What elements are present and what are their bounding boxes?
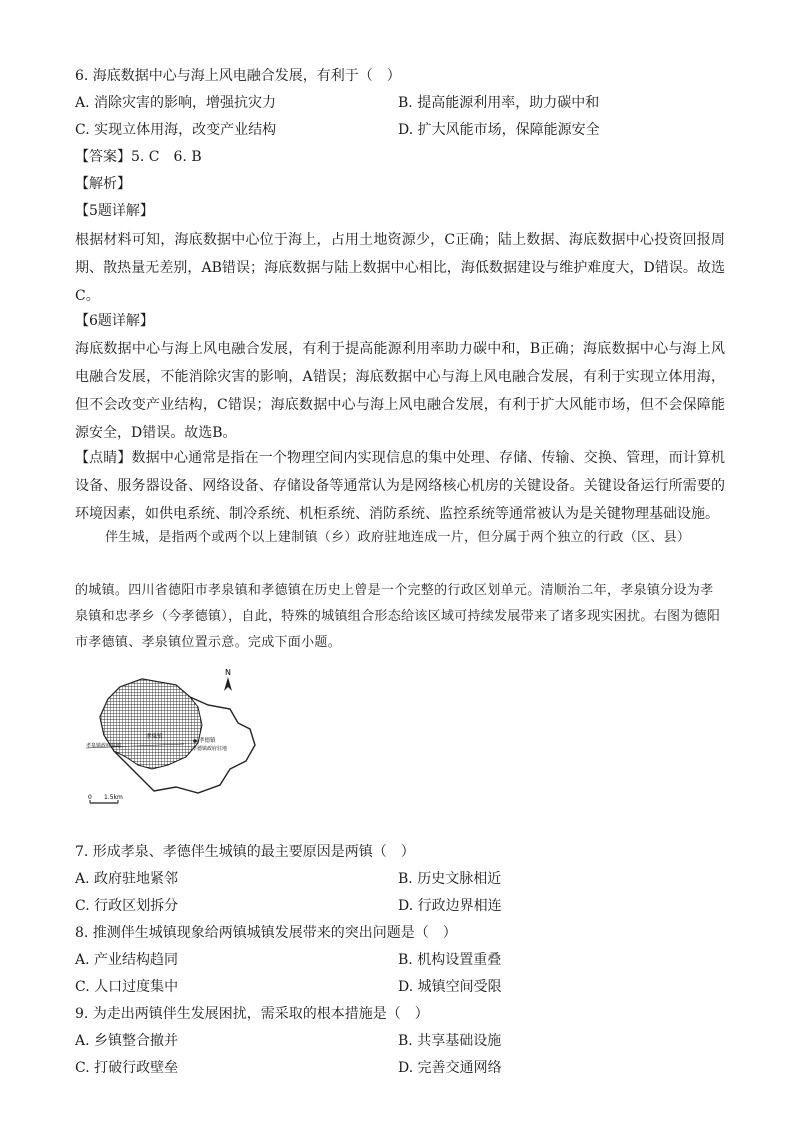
q7-stem: 7. 形成孝泉、孝德伴生城镇的最主要原因是两镇（ ） — [75, 844, 415, 860]
q8-option-c: C. 人口过度集中 — [75, 979, 179, 995]
town-location-map — [80, 665, 280, 815]
q9-option-c: C. 打破行政壁垒 — [75, 1060, 179, 1076]
q8-option-b: B. 机构设置重叠 — [398, 952, 502, 968]
q9-stem: 9. 为走出两镇伴生发展困扰，需采取的根本措施是（ ） — [75, 1006, 429, 1022]
q7-option-b: B. 历史文脉相近 — [398, 871, 502, 887]
material-line1: 伴生城，是指两个或两个以上建制镇（乡）政府驻地连成一片，但分属于两个独立的行政（区、县） — [105, 530, 691, 545]
seat-marker-icon — [193, 739, 197, 743]
q8-option-d: D. 城镇空间受限 — [398, 979, 502, 995]
q8-option-a: A. 产业结构趋同 — [75, 952, 179, 968]
q6-option-a: A. 消除灾害的影响，增强抗灾力 — [75, 95, 277, 111]
xiaoquan-town-region — [100, 679, 202, 769]
answer-text: 5. C 6. B — [131, 149, 202, 165]
q6-option-d: D. 扩大风能市场，保障能源安全 — [398, 122, 600, 138]
q6-option-c: C. 实现立体用海，改变产业结构 — [75, 122, 277, 138]
q5-detail-text: 根据材料可知，海底数据中心位于海上，占用土地资源少，C正确；陆上数据、海底数据中心投资回报周期、散热量无差别，AB错误；海底数据与陆上数据中心相比，海低数据建设与维护难度大，D错误。故选C。 — [75, 232, 725, 304]
scale-length: 1.5km — [104, 794, 123, 801]
scale-zero: 0 — [88, 794, 92, 801]
north-arrow-icon — [224, 677, 232, 691]
north-label: N — [225, 668, 231, 677]
q8-stem: 8. 推测伴生城镇现象给两镇城镇发展带来的突出问题是（ ） — [75, 925, 457, 941]
map-label-xiaode-seat: 孝德镇政府驻地 — [192, 746, 228, 752]
q6-detail-tag: 【6题详解】 — [75, 313, 154, 329]
q9-option-b: B. 共享基础设施 — [398, 1033, 502, 1049]
map-label-xiaoquan: 孝泉镇 — [146, 734, 163, 740]
comment-paragraph — [75, 444, 725, 528]
answer-tag: 【答案】 — [75, 149, 131, 165]
q7-option-c: C. 行政区划拆分 — [75, 898, 179, 914]
comment-text: 数据中心通常是指在一个物理空间内实现信息的集中处理、存储、传输、交换、管理，而计算机设备、服务器设备、网络设备、存储设备等通常认为是网络核心机房的关键设备。关键设备运行所需要的环境因素，如供电系统、制冷系统、机柜系统、消防系统、监控系统等通常被认为是关键物理基础设施。 — [75, 450, 726, 522]
answer-line — [75, 147, 202, 167]
q6-option-b: B. 提高能源利用率，助力碳中和 — [398, 95, 600, 111]
q6-detail-text: 海底数据中心与海上风电融合发展，有利于提高能源利用率助力碳中和，B正确；海底数据中心与海上风电融合发展，不能消除灾害的影响，A错误；海底数据中心与海上风电融合发展，有利于实现立体用海，但不会改变产业结构，C错误；海底数据中心与海上风电融合发展，有利于扩大风能市场，但不会保障能源安全，D错误。故选B。 — [75, 341, 725, 441]
q7-option-a: A. 政府驻地紧邻 — [75, 871, 179, 887]
map-label-xiaoquan-seat: 孝泉镇政府驻地 — [86, 743, 122, 749]
comment-tag: 【点睛】 — [75, 450, 132, 466]
q5-detail-tag: 【5题详解】 — [75, 203, 154, 219]
material-text: 的城镇。四川省德阳市孝泉镇和孝德镇在历史上曾是一个完整的行政区划单元。清顺治二年，孝泉镇分设为孝泉镇和忠孝乡（今孝德镇），自此，特殊的城镇组合形态给该区域可持续发展带来了诸多现实困扰。右图为德阳市孝德镇、孝泉镇位置示意。完成下面小题。 — [75, 583, 721, 650]
q6-stem: 6. 海底数据中心与海上风电融合发展，有利于（ ） — [75, 68, 401, 84]
q7-option-d: D. 行政边界相连 — [398, 898, 502, 914]
q9-option-d: D. 完善交通网络 — [398, 1060, 502, 1076]
q9-option-a: A. 乡镇整合撤并 — [75, 1033, 179, 1049]
analysis-tag: 【解析】 — [75, 176, 131, 192]
map-label-xiaode: 孝德镇 — [199, 738, 216, 744]
